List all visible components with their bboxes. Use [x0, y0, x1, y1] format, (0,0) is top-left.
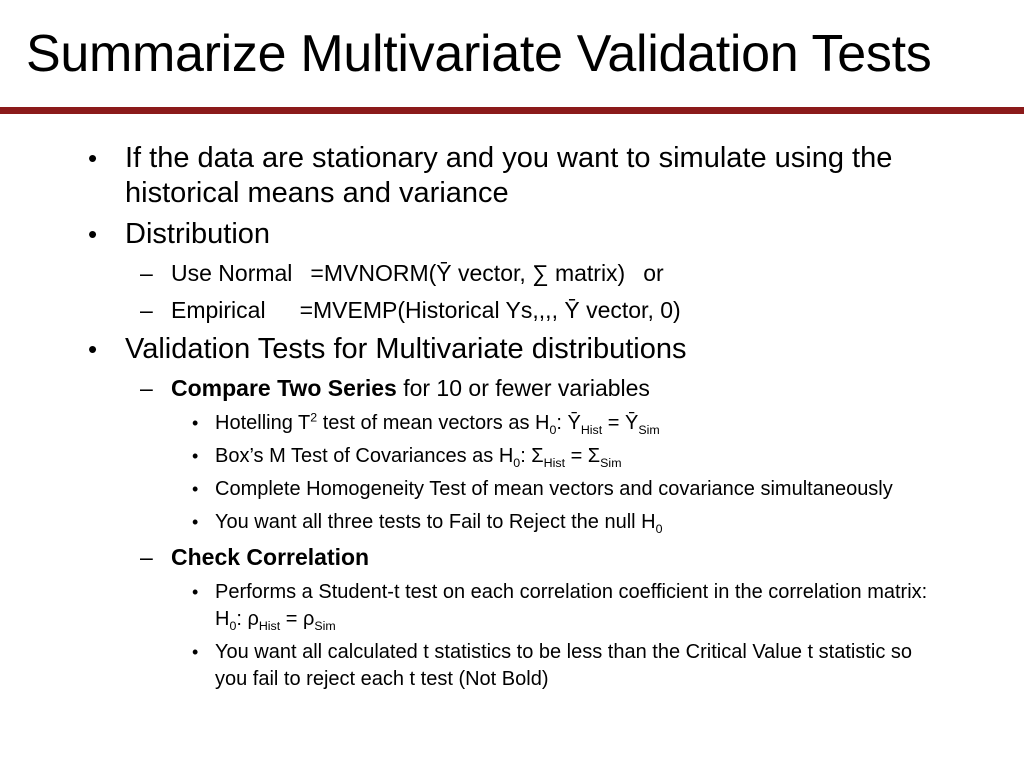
bullet-text: Validation Tests for Multivariate distributions [125, 333, 687, 365]
boxm-text: : Σ [520, 445, 544, 467]
normal-tail: or [643, 260, 664, 286]
bullet-marker: • [192, 413, 199, 433]
subscript: Sim [600, 456, 622, 470]
bullet-marker: • [192, 512, 199, 532]
bullet-marker: • [192, 479, 199, 499]
fail-text: You want all three tests to Fail to Reject the null H [215, 511, 656, 533]
bullet-marker: • [192, 446, 199, 466]
subscript: Hist [543, 456, 566, 470]
slide-title: Summarize Multivariate Validation Tests [26, 25, 932, 83]
hotelling-text: Hotelling T [215, 412, 311, 434]
sub-bullet-compare [0, 373, 1024, 403]
empirical-formula: =MVEMP(Historical Ys,,,, Ȳ vector, 0) [299, 297, 681, 323]
normal-formula: =MVNORM(Ȳ vector, ∑ matrix) [310, 260, 626, 286]
item-fail-to-reject [0, 509, 1024, 536]
bullet-marker: • [88, 219, 98, 249]
hotelling-text: = Ȳ [602, 412, 639, 434]
bullet-validation [0, 332, 1024, 367]
empirical-label: Empirical [171, 297, 266, 323]
bullet-marker: • [192, 582, 199, 602]
critical-text: You want all calculated t statistics to be less than the Critical Value t statistic so you fail to reject each t test (Not Bold) [215, 641, 913, 690]
subscript: Hist [258, 619, 281, 633]
item-hotelling [0, 410, 1024, 437]
student-text: = ρ [280, 608, 315, 630]
bullet-marker: • [192, 642, 199, 662]
bullet-list [0, 141, 1024, 699]
boxm-text: Box’s M Test of Covariances as H [215, 445, 514, 467]
hotelling-text: test of mean vectors as H [317, 412, 550, 434]
item-homogeneity [0, 476, 1024, 503]
homogeneity-text: Complete Homogeneity Test of mean vectors and covariance simultaneously [215, 478, 893, 500]
compare-text: for 10 or fewer variables [396, 375, 650, 401]
superscript: 2 [310, 410, 318, 425]
bullet-marker: • [88, 334, 98, 364]
boxm-text: = Σ [565, 445, 601, 467]
student-text: : ρ [236, 608, 259, 630]
subscript: Sim [638, 423, 660, 437]
sub-bullet-normal [0, 258, 1024, 288]
subscript: 0 [549, 423, 557, 437]
dash-marker: – [140, 544, 153, 570]
subscript: Hist [580, 423, 603, 437]
item-student-t [0, 579, 1024, 633]
compare-bold: Compare Two Series [171, 375, 397, 401]
subscript: 0 [229, 619, 237, 633]
dash-marker: – [140, 375, 153, 401]
normal-label: Use Normal [171, 260, 293, 286]
subscript: Sim [314, 619, 336, 633]
bullet-distribution [0, 217, 1024, 252]
student-text: Performs a Student-t test on each correlation coefficient in the correlation matrix: H [215, 581, 928, 630]
bullet-text: If the data are stationary and you want to simulate using the historical means and variance [125, 142, 893, 209]
subscript: 0 [513, 456, 521, 470]
correlation-bold: Check Correlation [171, 544, 370, 570]
item-box-m [0, 443, 1024, 470]
dash-marker: – [140, 297, 153, 323]
bullet-stationary [0, 141, 1024, 211]
sub-bullet-empirical [0, 295, 1024, 325]
subscript: 0 [655, 522, 663, 536]
item-critical-value [0, 639, 1024, 693]
hotelling-text: : Ȳ [556, 412, 581, 434]
sub-bullet-correlation [0, 542, 1024, 572]
dash-marker: – [140, 260, 153, 286]
bullet-marker: • [88, 143, 98, 173]
bullet-text: Distribution [125, 218, 271, 250]
title-divider [0, 107, 1024, 114]
